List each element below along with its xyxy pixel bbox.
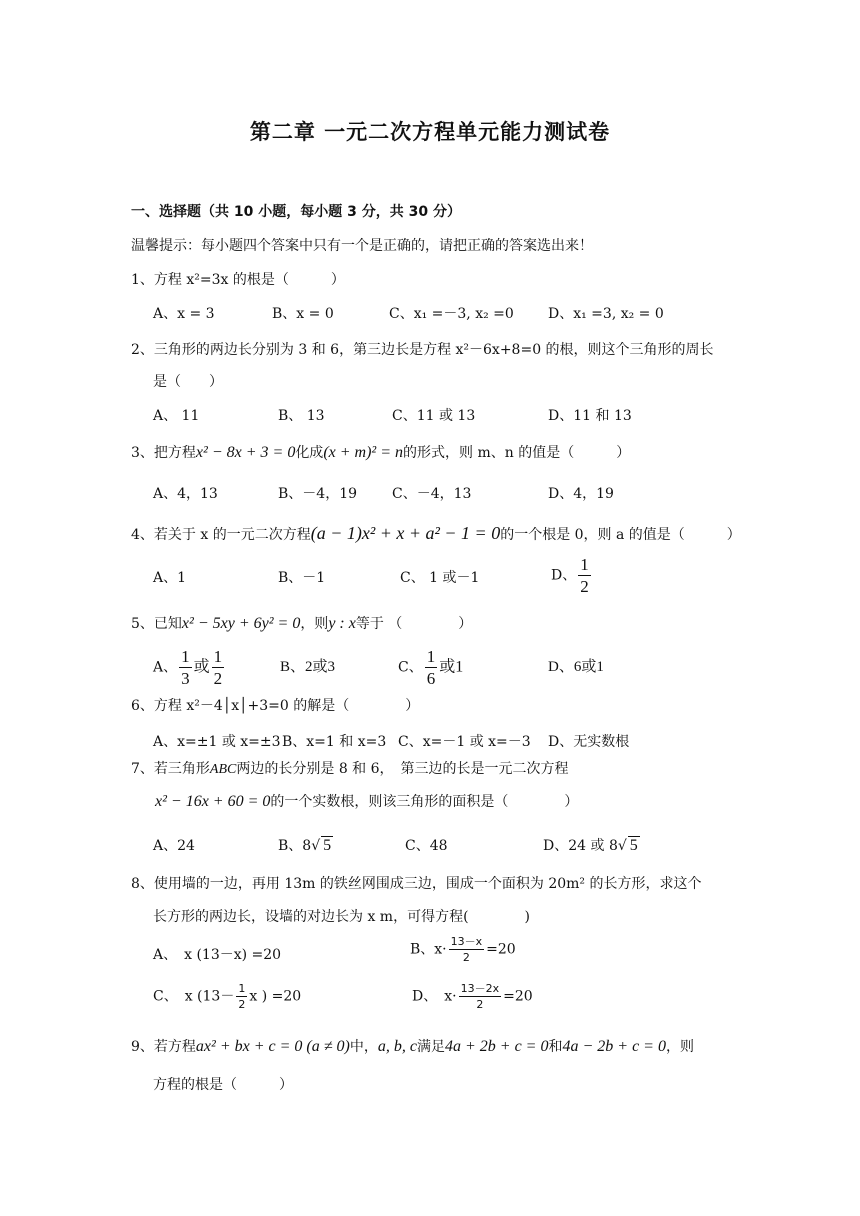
q7-option-b: B、8√ 5 — [278, 837, 332, 854]
q4-fraction-half: $\frac{1}{2}$ — [580, 555, 589, 596]
q4-option-d-label: D、 — [551, 567, 577, 584]
q7-equation: x² − 16x + 60 = 0 — [155, 793, 271, 810]
q7-sqrt-d: 5 — [629, 837, 638, 854]
q5-fraction-third: $\frac{1}{3}$ — [181, 647, 190, 688]
q4-option-a: A、1 — [153, 570, 187, 586]
q3-mid: 化成 — [295, 445, 324, 461]
question-8-cont: 长方形的两边长，设墙的对边长为 x m，可得方程( ) — [153, 909, 530, 925]
question-8: 8、使用墙的一边，再用 13m 的铁丝网围成三边，围成一个面积为 20m² 的长方形，求这个 — [131, 876, 702, 892]
q5-ratio: y : x — [328, 615, 356, 632]
q9-condition-2: 4a − 2b + c = 0 — [562, 1038, 666, 1055]
q7-option-c: C、48 — [405, 838, 448, 854]
q5-suffix: 等于 （ ） — [355, 616, 473, 632]
tip-text: 温馨提示：每小题四个答案中只有一个是正确的，请把正确的答案选出来！ — [131, 238, 593, 254]
q3-option-d: D、4，19 — [548, 486, 614, 502]
q3-option-a: A、4，13 — [153, 486, 218, 502]
q5-option-a: A、 $\frac{1}{3}$ 或 $\frac{1}{2}$ — [153, 647, 223, 688]
q4-option-d — [551, 556, 593, 595]
section-heading: 一、选择题（共 10 小题，每小题 3 分，共 30 分） — [131, 204, 461, 220]
q8-option-d: D、 x· $\frac{13-2x}{2}$ =20 — [412, 982, 533, 1011]
q6-option-d: D、无实数根 — [548, 734, 630, 750]
q8-fraction-d: $\frac{13-2x}{2}$ — [460, 982, 500, 1011]
q3-suffix: 的形式，则 m、n 的值是（ ） — [403, 445, 631, 461]
question-7: 7、若三角形ABC两边的长分别是 8 和 6， 第三边的长是一元二次方程 — [131, 761, 569, 777]
q6-option-b: B、x=1 和 x=3 — [282, 734, 387, 750]
q8-option-a: A、 x (13－x) =20 — [153, 947, 282, 963]
q1-option-c: C、x₁ =－3, x₂ =0 — [389, 306, 514, 322]
q7-option-d: D、24 或 8√ 5 — [543, 837, 638, 854]
q5-prefix: 5、已知 — [131, 616, 182, 632]
q2-option-b: B、 13 — [278, 408, 325, 424]
q3-form: (x + m)² = n — [323, 444, 404, 461]
question-5 — [131, 614, 472, 634]
question-7-cont: x² − 16x + 60 = 0的一个实数根，则该三角形的面积是（ ） — [155, 793, 579, 810]
q5-fraction-half: $\frac{1}{2}$ — [213, 647, 223, 688]
q5-fraction-sixth: $\frac{1}{6}$ — [426, 647, 436, 688]
question-1: 1、方程 x²=3x 的根是（ ） — [131, 272, 345, 288]
q2-option-a: A、 11 — [153, 408, 200, 424]
q5-option-b: B、2或3 — [280, 659, 336, 675]
q6-option-c: C、x=－1 或 x=－3 — [398, 734, 531, 750]
q5-mid: ，则 — [300, 616, 329, 632]
page-title: 第二章 一元二次方程单元能力测试卷 — [249, 120, 611, 144]
q5-option-c: C、 $\frac{1}{6}$ 或1 — [398, 647, 464, 688]
q1-option-d: D、x₁ =3, x₂ = 0 — [548, 306, 664, 322]
q2-option-c: C、11 或 13 — [392, 408, 476, 424]
q6-option-a: A、x=±1 或 x=±3 — [153, 734, 281, 750]
q8-fraction-b: $\frac{13-x}{2}$ — [450, 935, 483, 964]
q5-option-d: D、6或1 — [548, 659, 604, 675]
question-4 — [131, 523, 741, 545]
q4-suffix: 的一个根是 0，则 a 的值是（ ） — [500, 527, 741, 543]
q1-option-b: B、x = 0 — [272, 306, 334, 322]
q3-option-b: B、－4，19 — [278, 486, 358, 502]
q3-option-c: C、－4，13 — [392, 486, 472, 502]
question-2-cont: 是（ ） — [153, 374, 223, 390]
q4-option-c: C、 1 或－1 — [400, 570, 480, 586]
q3-prefix: 3、把方程 — [131, 445, 196, 461]
q5-equation: x² − 5xy + 6y² = 0 — [181, 615, 301, 632]
question-3 — [131, 443, 630, 463]
question-6: 6、方程 x²－4│x│+3=0 的解是（ ） — [131, 698, 420, 714]
question-2: 2、三角形的两边长分别为 3 和 6，第三边长是方程 x²－6x+8=0 的根，则这个三角形的周长 — [131, 342, 714, 358]
q1-option-a: A、x = 3 — [153, 306, 215, 322]
q7-option-a: A、24 — [153, 838, 195, 854]
q4-prefix: 4、若关于 x 的一元二次方程 — [131, 527, 311, 543]
q8-fraction-c: $\frac{1}{2}$ — [238, 982, 246, 1011]
q7-sqrt-b: 5 — [323, 837, 332, 854]
q8-option-c: C、 x (13－ $\frac{1}{2}$ x ) =20 — [153, 982, 302, 1011]
q4-equation: (a − 1)x² + x + a² − 1 = 0 — [310, 523, 501, 543]
q3-equation: x² − 8x + 3 = 0 — [195, 444, 296, 461]
q8-option-b: B、x· $\frac{13-x}{2}$ =20 — [410, 935, 516, 964]
q9-equation: ax² + bx + c = 0 (a ≠ 0) — [195, 1038, 350, 1055]
q4-option-b: B、－1 — [278, 570, 326, 586]
question-9: 9、若方程ax² + bx + c = 0 (a ≠ 0)中，a, b, c满足4a + 2b + c = 0和4a − 2b + c = 0，则 — [131, 1038, 694, 1055]
q2-option-d: D、11 和 13 — [548, 408, 632, 424]
q9-condition-1: 4a + 2b + c = 0 — [444, 1038, 549, 1055]
question-9-cont: 方程的根是（ ） — [153, 1077, 293, 1093]
